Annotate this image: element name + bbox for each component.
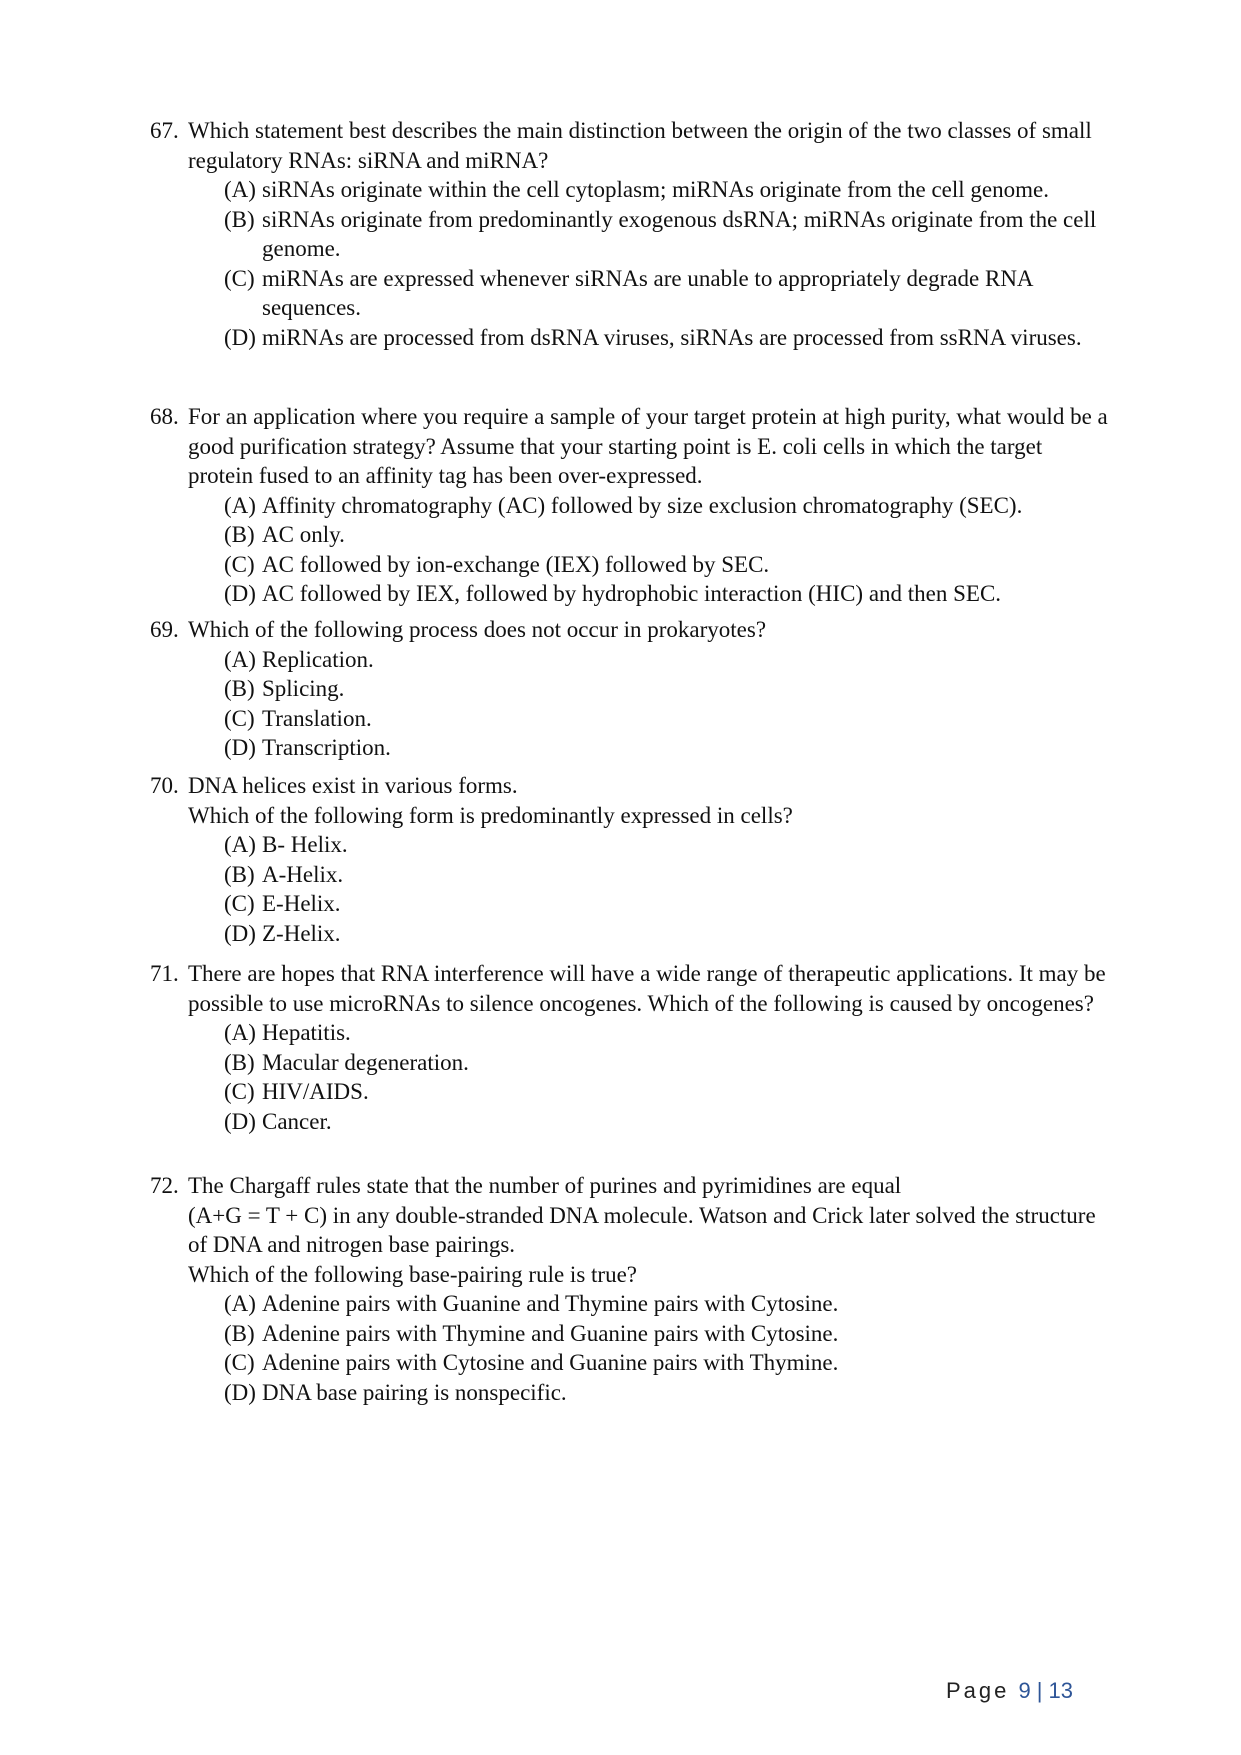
option-text: siRNAs originate within the cell cytoplasm; miRNAs originate from the cell genome. [262, 177, 1049, 202]
option-d: (D) Cancer. [224, 1108, 332, 1134]
option-list [224, 175, 1110, 352]
question-70 [150, 771, 1110, 948]
option-text: AC only. [262, 522, 345, 547]
option-text: AC followed by IEX, followed by hydrophobic interaction (HIC) and then SEC. [262, 581, 1002, 606]
option-d: (D) Z-Helix. [224, 920, 341, 946]
option-d: (D) Transcription. [224, 735, 391, 760]
question-stem-line: (A+G = T + C) in any double-stranded DNA molecule. Watson and Crick later solved the structure of DNA and nitrogen base pairings. [188, 1202, 1096, 1257]
option-d: (D) AC followed by IEX, followed by hydrophobic interaction (HIC) and then SEC. [224, 581, 1002, 606]
option-c: (C) HIV/AIDS. [224, 1079, 369, 1104]
option-b: (B) Splicing. [224, 676, 345, 701]
question-stem: Which of the following process does not occur in prokaryotes? [188, 617, 767, 642]
option-c: (C) Adenine pairs with Cytosine and Guanine pairs with Thymine. [224, 1350, 839, 1375]
option-text: Adenine pairs with Thymine and Guanine pairs with Cytosine. [262, 1320, 839, 1346]
option-b: (B) AC only. [224, 522, 345, 547]
question-68 [150, 402, 1110, 609]
question-stem: Which statement best describes the main distinction between the origin of the two classes of small regulatory RNAs: siRNA and miRNA? [188, 118, 1092, 173]
option-c: (C) AC followed by ion-exchange (IEX) followed by SEC. [224, 551, 770, 577]
question-number: 68. [150, 404, 179, 429]
question-72 [150, 1171, 1110, 1407]
option-b: (B) Adenine pairs with Thymine and Guanine pairs with Cytosine. [224, 1320, 839, 1346]
option-a: (A) siRNAs originate within the cell cytoplasm; miRNAs originate from the cell genome. [224, 177, 1049, 202]
option-list [224, 491, 1110, 609]
option-text: Z-Helix. [262, 920, 341, 946]
question-number: 69. [150, 617, 179, 642]
option-list [224, 1289, 1110, 1407]
option-c: (C) Translation. [224, 705, 372, 731]
option-list [224, 645, 1110, 763]
option-text: Translation. [262, 705, 372, 731]
option-text: Adenine pairs with Cytosine and Guanine pairs with Thymine. [262, 1350, 839, 1375]
question-number: 67. [150, 118, 179, 143]
option-list [224, 1018, 1110, 1136]
option-a: (A) Affinity chromatography (AC) followed by size exclusion chromatography (SEC). [224, 492, 1023, 518]
option-a: (A) Adenine pairs with Guanine and Thymine pairs with Cytosine. [224, 1291, 839, 1316]
question-69 [150, 615, 1110, 763]
option-text: Cancer. [262, 1108, 332, 1134]
question-stem-line: Which of the following form is predominantly expressed in cells? [188, 802, 793, 828]
page-number: 9 [1018, 1678, 1031, 1703]
option-text: Hepatitis. [262, 1020, 351, 1045]
question-stem: The Chargaff rules state that the number of purines and pyrimidines are equal [188, 1173, 902, 1198]
option-text: HIV/AIDS. [262, 1079, 369, 1104]
option-text: AC followed by ion-exchange (IEX) followed by SEC. [262, 551, 770, 577]
option-text: Macular degeneration. [262, 1049, 469, 1075]
option-text: A-Helix. [262, 861, 344, 887]
option-text: DNA base pairing is nonspecific. [262, 1379, 567, 1405]
question-number: 71. [150, 961, 179, 986]
question-stem-line: Which of the following base-pairing rule is true? [188, 1261, 637, 1287]
option-text: E-Helix. [262, 891, 341, 916]
page-footer [946, 1678, 1073, 1704]
option-text: miRNAs are processed from dsRNA viruses, siRNAs are processed from ssRNA viruses. [262, 324, 1082, 350]
option-text: Affinity chromatography (AC) followed by size exclusion chromatography (SEC). [262, 492, 1023, 518]
total-pages: 13 [1048, 1678, 1073, 1703]
question-number: 70. [150, 773, 179, 798]
option-d: (D) miRNAs are processed from dsRNA viruses, siRNAs are processed from ssRNA viruses. [224, 324, 1082, 350]
question-71 [150, 959, 1110, 1136]
option-text: miRNAs are expressed whenever siRNAs are unable to appropriately degrade RNA sequences. [262, 265, 1033, 320]
option-text: siRNAs originate from predominantly exogenous dsRNA; miRNAs originate from the cell genome. [262, 206, 1097, 261]
question-stem: There are hopes that RNA interference will have a wide range of therapeutic applications. It may be possible to use microRNAs to silence oncogenes. Which of the following is caused by oncogenes? [188, 961, 1106, 1016]
option-text: Replication. [262, 646, 374, 672]
question-67 [150, 116, 1110, 352]
option-b: (B) Macular degeneration. [224, 1049, 469, 1075]
question-stem: DNA helices exist in various forms. [188, 773, 518, 798]
option-text: Transcription. [262, 735, 391, 760]
option-d: (D) DNA base pairing is nonspecific. [224, 1379, 567, 1405]
option-b: (B) siRNAs originate from predominantly exogenous dsRNA; miRNAs originate from the cell genome. [224, 206, 1097, 261]
option-b: (B) A-Helix. [224, 861, 344, 887]
page-label: Page [946, 1678, 1010, 1703]
option-a: (A) B- Helix. [224, 832, 348, 857]
option-text: B- Helix. [262, 832, 348, 857]
option-text: Splicing. [262, 676, 345, 701]
option-a: (A) Replication. [224, 646, 374, 672]
option-list [224, 830, 1110, 948]
question-number: 72. [150, 1173, 179, 1198]
option-text: Adenine pairs with Guanine and Thymine pairs with Cytosine. [262, 1291, 839, 1316]
page-separator: | [1036, 1678, 1043, 1703]
option-c: (C) miRNAs are expressed whenever siRNAs are unable to appropriately degrade RNA sequences. [224, 265, 1033, 320]
option-a: (A) Hepatitis. [224, 1020, 351, 1045]
question-stem: For an application where you require a sample of your target protein at high purity, what would be a good purification strategy? Assume that your starting point is E. coli cells in which the target protein fused to an affinity tag has been over-expressed. [188, 404, 1108, 488]
option-c: (C) E-Helix. [224, 891, 341, 916]
